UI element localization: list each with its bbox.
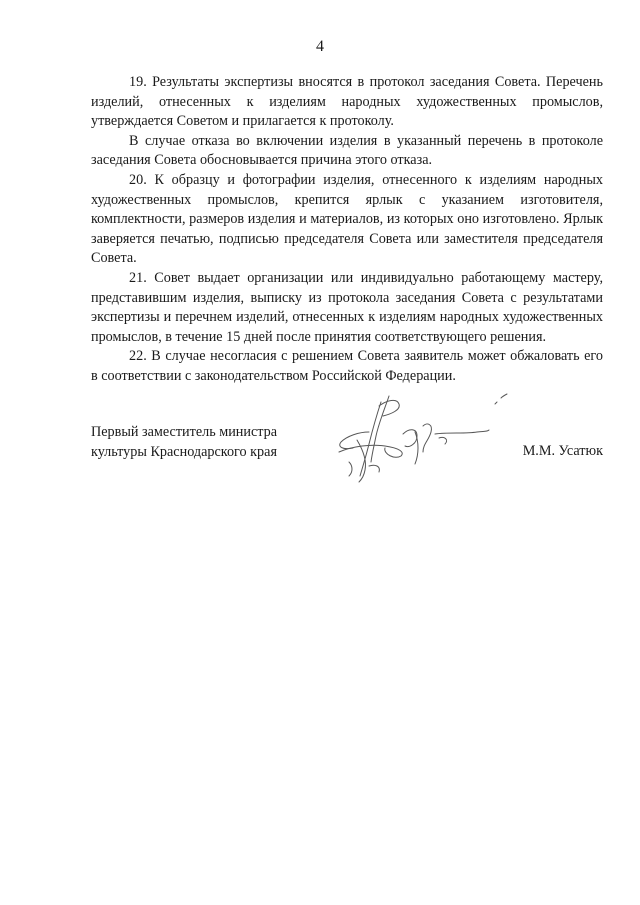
signatory-title <box>91 423 331 462</box>
paragraph-19-refusal: В случае отказа во включении изделия в указанный перечень в протоколе заседания Совета обосновывается причина этого отказа. <box>91 132 603 169</box>
page-number: 4 <box>316 38 324 55</box>
paragraph-22: 22. В случае несогласия с решением Совета заявитель может обжаловать его в соответствии с законодательством Российской Федерации. <box>91 348 603 384</box>
signature-block <box>91 418 603 498</box>
paragraph-19: 19. Результаты экспертизы вносятся в протокол заседания Совета. Перечень изделий, отнесенных к изделиям народных художественных промыслов, утверждается Советом и прилагается к протоколу. <box>91 74 603 130</box>
paragraph-20: 20. К образцу и фотографии изделия, отнесенного к изделиям народных художественных промыслов, крепится ярлык с указанием изготовителя, комплектности, размеров изделия и материалов, из которых оно изготовлено. Ярлык заверяется печатью, подписью председателя Совета или заместителя председателя Совета. <box>91 171 603 267</box>
signatory-title-line-1: Первый заместитель министра <box>91 424 278 440</box>
handwritten-signature <box>319 392 519 492</box>
signatory-name: М.М. Усатюк <box>522 443 603 459</box>
document-body <box>91 73 603 387</box>
paragraph-21: 21. Совет выдает организации или индивидуально работающему мастеру, представившим изделия, выписку из протокола заседания Совета с результатами экспертизы и перечнем изделий, отнесенных к изделиям народных художественных промыслов, в течение 15 дней после принятия соответствующего решения. <box>91 269 603 345</box>
signatory-title-line-2: культуры Краснодарского края <box>91 443 277 460</box>
